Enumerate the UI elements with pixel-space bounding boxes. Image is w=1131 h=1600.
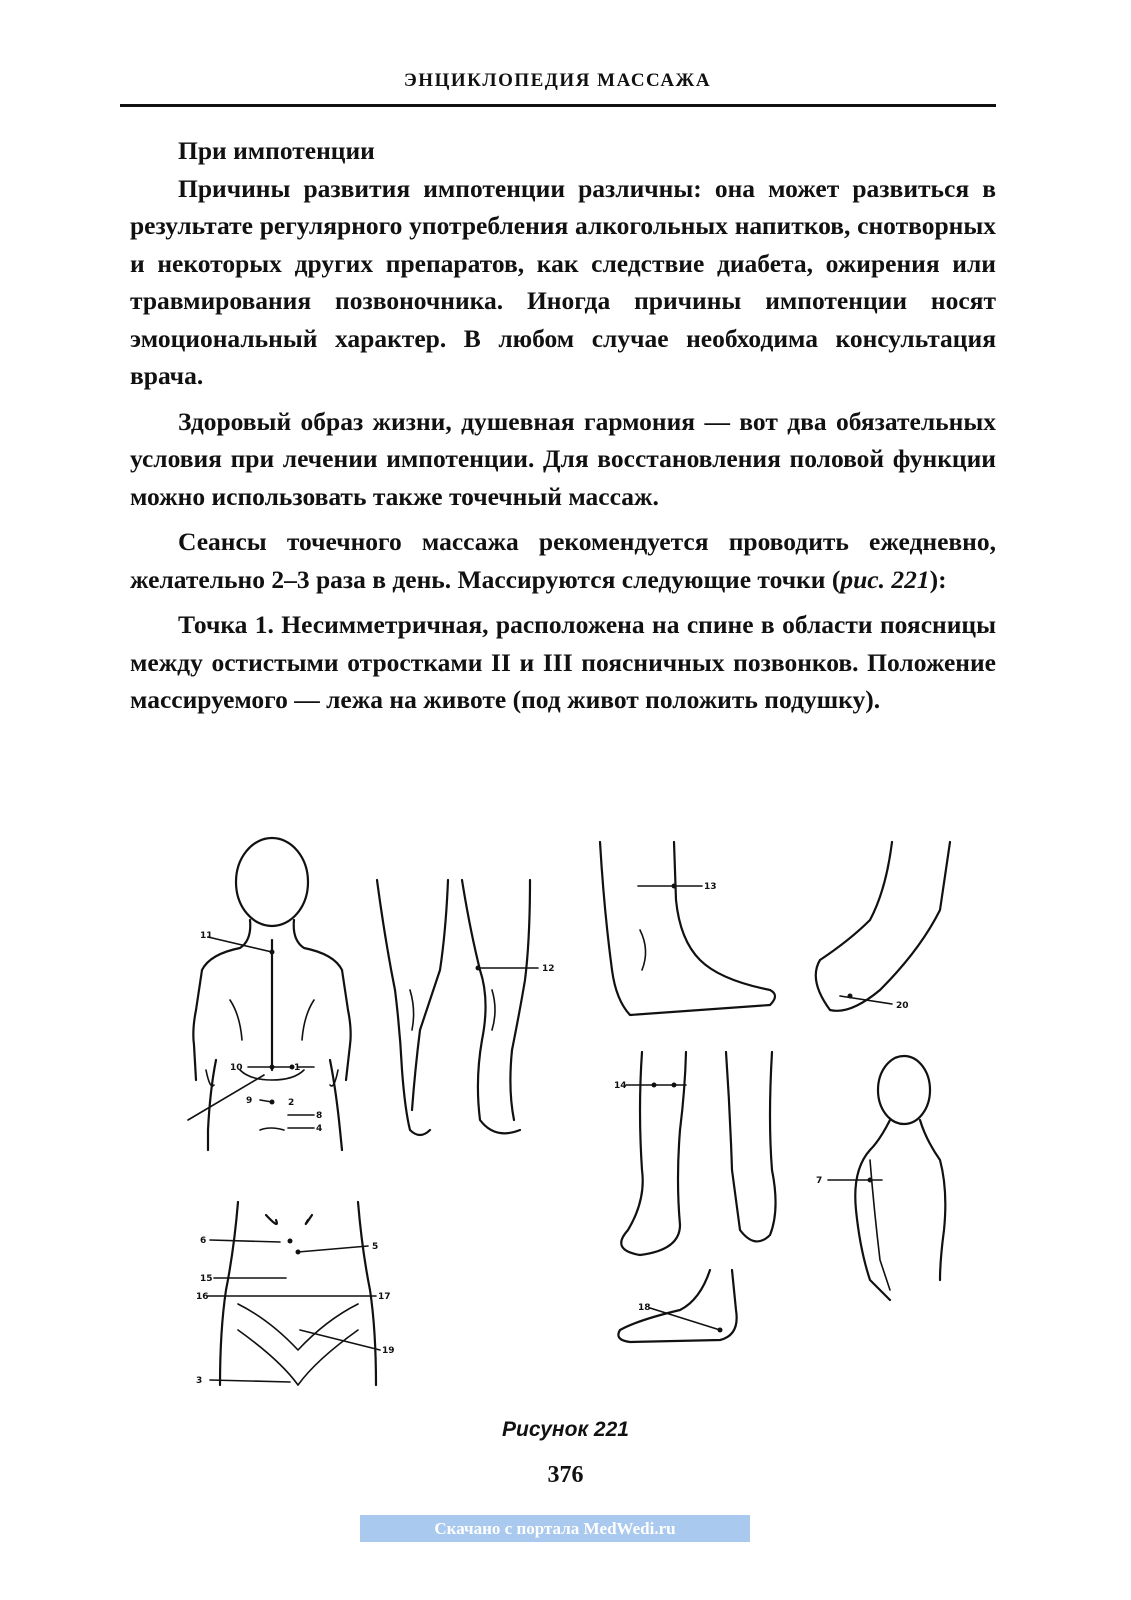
figure-reference: рис. 221 — [840, 564, 930, 594]
figure-illustration — [180, 830, 980, 1410]
label-point-17: 17 — [378, 1292, 391, 1302]
sessions-text: Сеансы точечного массажа рекомендуется проводить ежедневно, желательно 2–3 раза в день. Массируются следующие точки ( — [130, 527, 996, 594]
foot-top-drawing — [816, 842, 950, 1011]
legs-back-drawing — [377, 880, 538, 1135]
label-point-6: 6 — [200, 1236, 207, 1246]
label-point-7: 7 — [816, 1176, 823, 1186]
label-point-18: 18 — [638, 1303, 651, 1313]
section-heading: При импотенции — [178, 136, 375, 165]
foot-side-drawing — [600, 842, 775, 1015]
label-point-10: 10 — [230, 1063, 243, 1073]
label-point-8: 8 — [316, 1111, 323, 1121]
side-torso-drawing — [828, 1056, 945, 1300]
label-point-13: 13 — [704, 882, 717, 892]
label-point-9: 9 — [246, 1096, 253, 1106]
paragraph-sessions — [130, 523, 996, 598]
sessions-text-end: ): — [929, 564, 947, 594]
paragraph-lifestyle: Здоровый образ жизни, душевная гармония — вот два обязательных условия при лечении импотенции. Для восстановления половой функции можно использовать также точечный массаж. — [130, 406, 996, 511]
label-point-14: 14 — [614, 1081, 627, 1091]
label-point-5: 5 — [372, 1242, 379, 1252]
figure-acupressure-points — [180, 830, 980, 1410]
label-point-19: 19 — [382, 1346, 395, 1356]
paragraph-point-1: Точка 1. Несимметричная, расположена на спине в области поясницы между остистыми отростками II и III поясничных позвонков. Положение массируемого — лежа на животе (под живот положить подушку). — [130, 610, 996, 714]
ankle-drawing — [618, 1270, 736, 1342]
label-point-11: 11 — [200, 931, 213, 941]
abdomen-drawing — [208, 1202, 380, 1385]
body-text — [130, 132, 996, 719]
download-watermark: Скачано с портала MedWedi.ru — [360, 1515, 750, 1542]
label-point-15: 15 — [200, 1274, 213, 1284]
label-point-12: 12 — [542, 964, 555, 974]
label-point-20: 20 — [896, 1001, 909, 1011]
figure-caption: Рисунок 221 — [502, 1418, 629, 1441]
lower-legs-drawing — [621, 1052, 775, 1255]
label-point-16: 16 — [196, 1292, 209, 1302]
label-point-1: 1 — [294, 1063, 301, 1073]
header-rule — [120, 104, 996, 107]
label-point-3: 3 — [196, 1376, 203, 1386]
back-torso-drawing — [188, 838, 351, 1150]
running-title: ЭНЦИКЛОПЕДИЯ МАССАЖА — [403, 70, 712, 91]
page-number: 376 — [547, 1462, 584, 1488]
label-point-4: 4 — [316, 1124, 323, 1134]
label-point-2: 2 — [288, 1098, 295, 1108]
paragraph-causes: Причины развития импотенции различны: она может развиться в результате регулярного употребления алкогольных напитков, снотворных и некоторых других препаратов, как следствие диабета, ожирения или травмирования позвоночника. Иногда причины импотенции носят эмоциональный характер. В любом случае необходима консультация врача. — [130, 173, 996, 390]
